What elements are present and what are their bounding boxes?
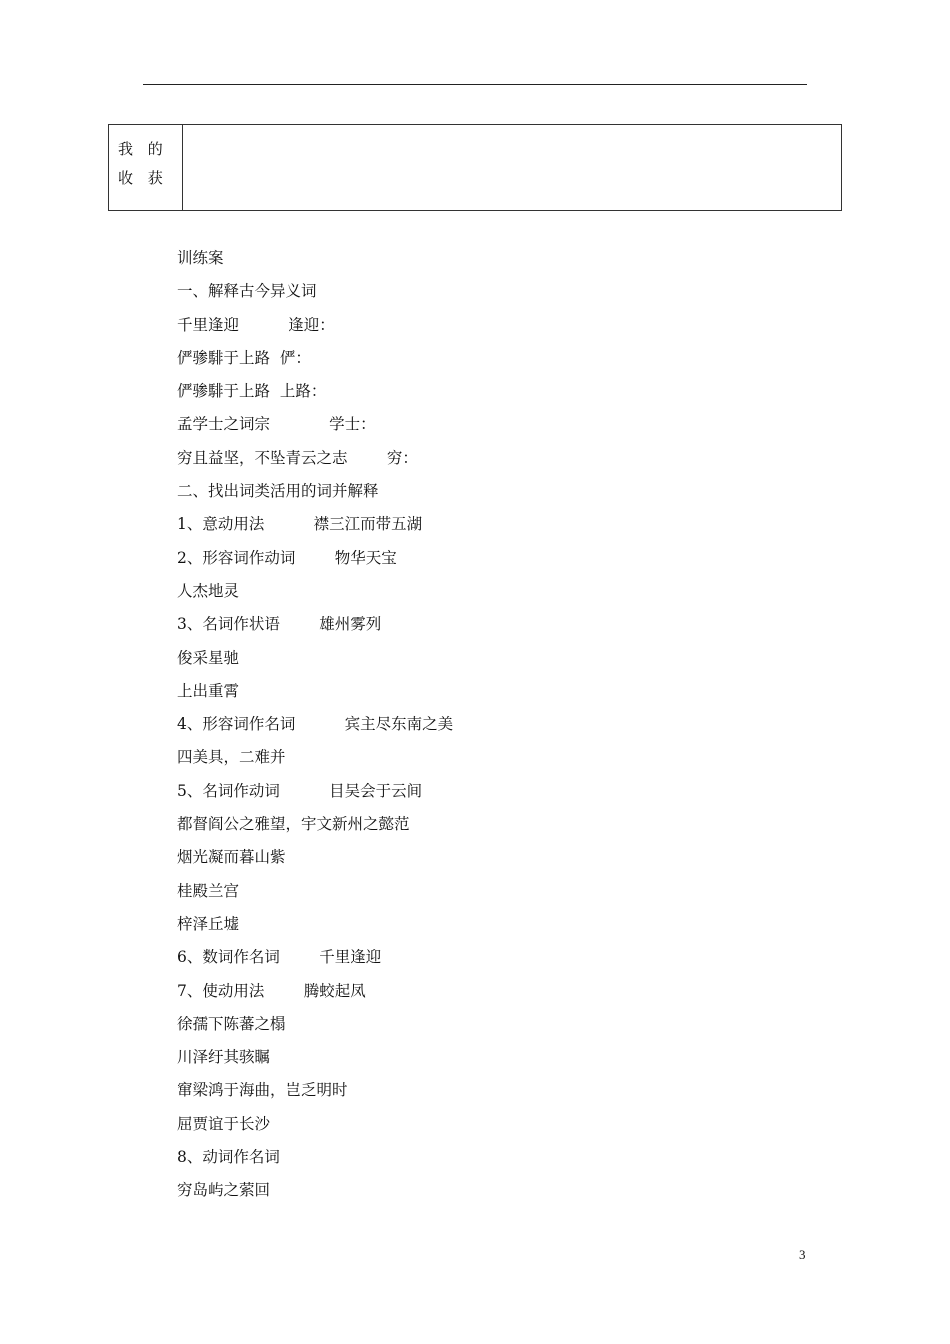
header-rule — [143, 84, 807, 85]
text-line: 烟光凝而暮山紫 — [177, 848, 286, 867]
text-line: 千里逢迎 逢迎： — [177, 315, 335, 334]
text-line: 桂殿兰宫 — [177, 881, 240, 900]
text-line: 俨骖騑于上路 上路： — [177, 382, 327, 401]
text-line: 俨骖騑于上路 俨： — [177, 348, 311, 367]
text-line: 8、动词作名词 — [177, 1148, 280, 1167]
heading-word-class-usage: 二、找出词类活用的词并解释 — [177, 482, 379, 501]
text-line: 川泽纡其骇瞩 — [177, 1048, 271, 1067]
text-line: 梓泽丘墟 — [177, 914, 240, 933]
text-line: 穷且益坚，不坠青云之志 穷： — [177, 448, 418, 467]
heading-ancient-modern-words: 一、解释古今异义词 — [177, 282, 317, 301]
text-line: 上出重霄 — [177, 681, 240, 700]
text-line: 四美具，二难并 — [177, 748, 286, 767]
text-line: 6、数词作名词 千里逢迎 — [177, 948, 382, 967]
page-number: 3 — [799, 1247, 806, 1262]
text-line: 徐孺下陈蕃之榻 — [177, 1014, 286, 1033]
my-gains-content-cell — [183, 125, 841, 210]
my-gains-label-line2: 收 获 — [118, 169, 168, 187]
section-title: 训练案 — [177, 249, 224, 267]
text-line: 孟学士之词宗 学士： — [177, 415, 376, 434]
text-line: 窜梁鸿于海曲，岂乏明时 — [177, 1081, 348, 1100]
text-line: 俊采星驰 — [177, 648, 240, 667]
text-line: 1、意动用法 襟三江而带五湖 — [177, 515, 423, 534]
text-line: 2、形容词作动词 物华天宝 — [177, 548, 397, 567]
training-section — [177, 245, 797, 1211]
my-gains-label-cell — [109, 125, 183, 210]
text-line: 都督阎公之雅望，宇文新州之懿范 — [177, 815, 410, 834]
my-gains-table — [108, 124, 842, 211]
text-line: 屈贾谊于长沙 — [177, 1114, 271, 1133]
text-line: 穷岛屿之萦回 — [177, 1181, 271, 1200]
my-gains-label-line1: 我 的 — [118, 140, 168, 158]
text-line: 7、使动用法 腾蛟起凤 — [177, 981, 366, 1000]
text-line: 3、名词作状语 雄州雾列 — [177, 615, 382, 634]
text-line: 5、名词作动词 目吴会于云间 — [177, 781, 423, 800]
text-line: 人杰地灵 — [177, 581, 240, 600]
text-line: 4、形容词作名词 宾主尽东南之美 — [177, 715, 454, 734]
